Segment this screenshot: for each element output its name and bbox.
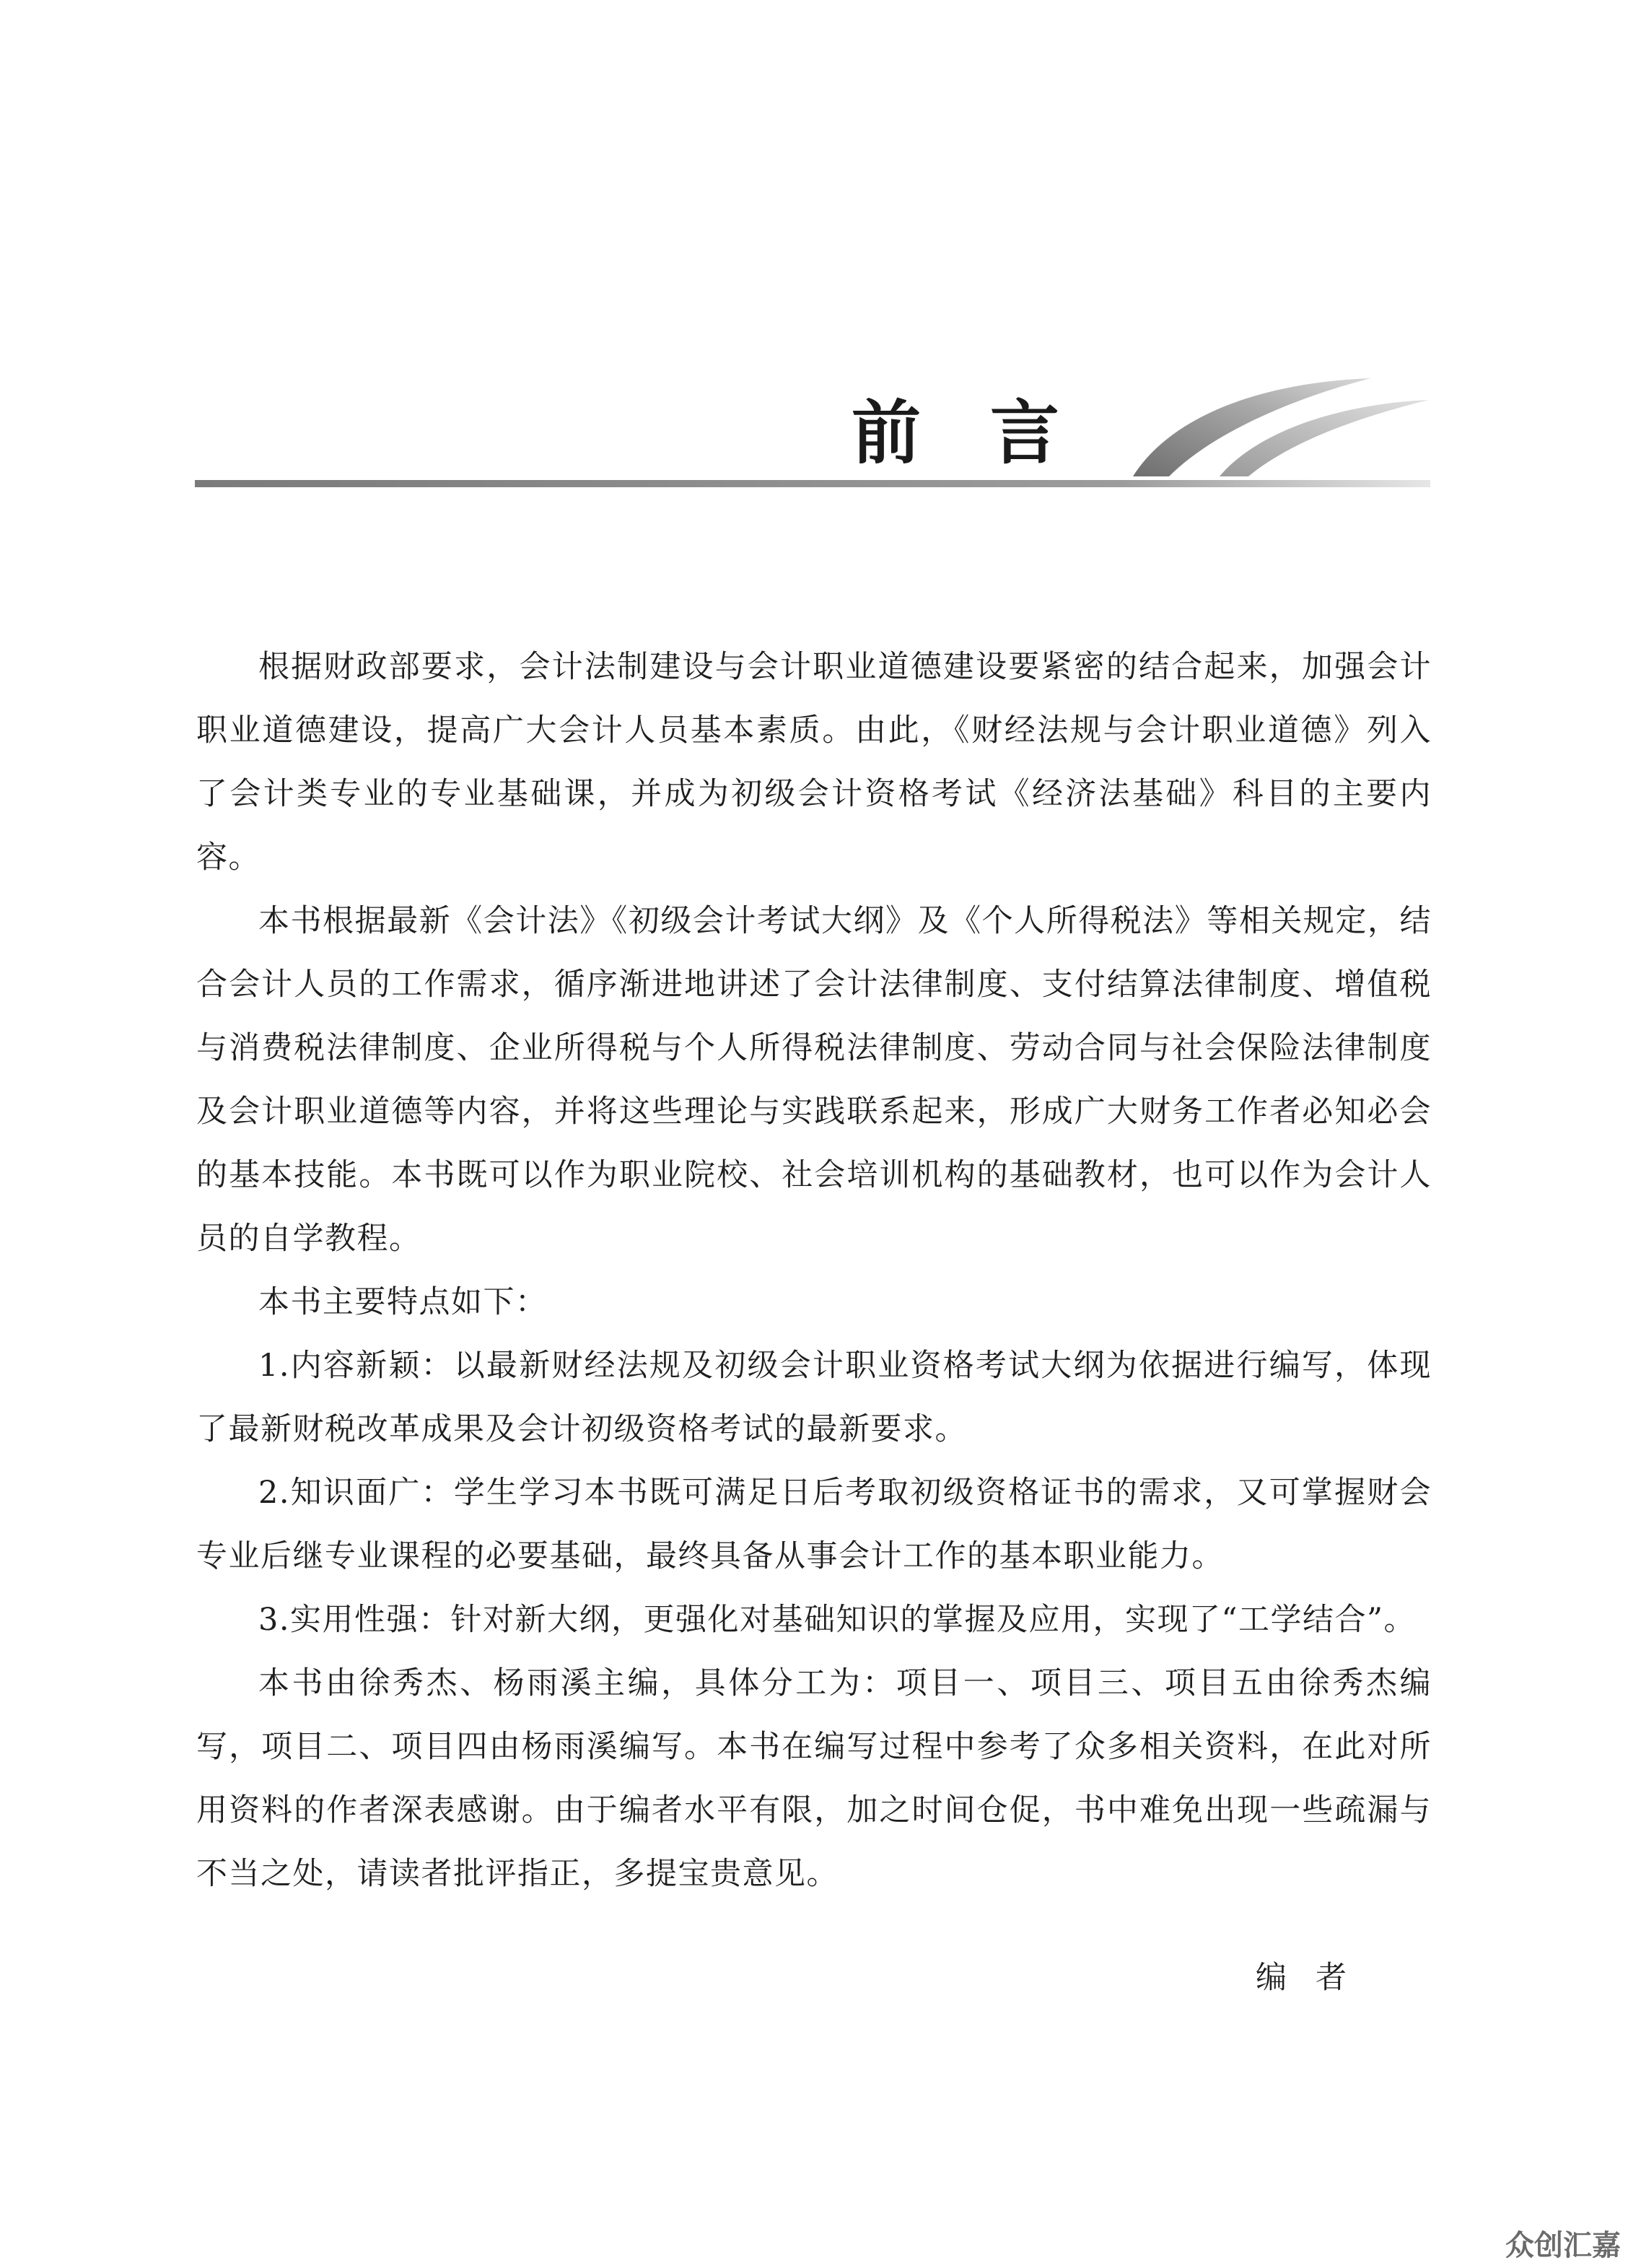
watermark: 众创汇嘉 bbox=[1505, 2229, 1621, 2262]
page-title: 前言 bbox=[852, 393, 1129, 474]
preface-body bbox=[196, 635, 1432, 1906]
paragraph-intro: 根据财政部要求，会计法制建设与会计职业道德建设要紧密的结合起来，加强会计职业道德建设，提高广大会计人员基本素质。由此，《财经法规与会计职业道德》列入了会计类专业的专业基础课，并成为初级会计资格考试《经济法基础》科目的主要内容。 bbox=[196, 649, 1432, 876]
paragraph-feature-2: 2.知识面广：学生学习本书既可满足日后考取初级资格证书的需求，又可掌握财会专业后继专业课程的必要基础，最终具备从事会计工作的基本职业能力。 bbox=[196, 1475, 1432, 1574]
swoosh-decoration-icon bbox=[1126, 368, 1443, 491]
paragraph-features-heading: 本书主要特点如下： bbox=[258, 1284, 548, 1320]
paragraph-feature-3: 3.实用性强：针对新大纲，更强化对基础知识的掌握及应用，实现了“工学结合”。 bbox=[258, 1602, 1416, 1638]
paragraph-authors: 本书由徐秀杰、杨雨溪主编，具体分工为：项目一、项目三、项目五由徐秀杰编写，项目二、项目四由杨雨溪编写。本书在编写过程中参考了众多相关资料，在此对所用资料的作者深表感谢。由于编者水平有限，加之时间仓促，书中难免出现一些疏漏与不当之处，请读者批评指正，多提宝贵意见。 bbox=[196, 1665, 1432, 1892]
signature: 编者 bbox=[1256, 1960, 1375, 1996]
paragraph-overview: 本书根据最新《会计法》《初级会计考试大纲》及《个人所得税法》等相关规定，结合会计人员的工作需求，循序渐进地讲述了会计法律制度、支付结算法律制度、增值税与消费税法律制度、企业所得税与个人所得税法律制度、劳动合同与社会保险法律制度及会计职业道德等内容，并将这些理论与实践联系起来，形成广大财务工作者必知必会的基本技能。本书既可以作为职业院校、社会培训机构的基础教材，也可以作为会计人员的自学教程。 bbox=[196, 903, 1432, 1257]
header-rule bbox=[195, 478, 1430, 489]
paragraph-feature-1: 1.内容新颖：以最新财经法规及初级会计职业资格考试大纲为依据进行编写，体现了最新财税改革成果及会计初级资格考试的最新要求。 bbox=[196, 1348, 1432, 1447]
